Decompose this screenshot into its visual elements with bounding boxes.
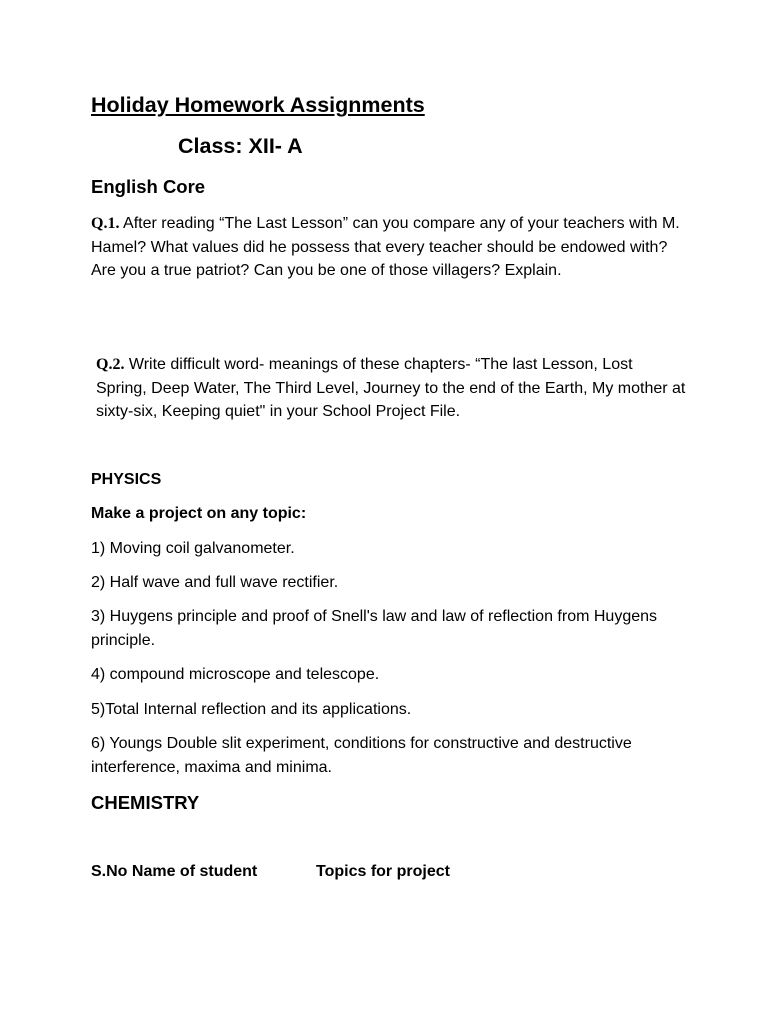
english-question-2	[96, 353, 686, 424]
english-heading: English Core	[91, 176, 206, 197]
chemistry-heading: CHEMISTRY	[91, 792, 200, 813]
physics-topic-item: 2) Half wave and full wave rectifier.	[91, 574, 339, 591]
physics-subheading: Make a project on any topic:	[91, 505, 307, 522]
column-header-student: S.No Name of student	[91, 863, 258, 880]
question-1-number: Q.1.	[91, 215, 120, 232]
physics-topic-item: 5)Total Internal reflection and its applications.	[91, 701, 412, 718]
physics-topic-item: 4) compound microscope and telescope.	[91, 666, 380, 683]
page-title: Holiday Homework Assignments	[91, 93, 425, 117]
chemistry-table-header	[91, 863, 450, 881]
class-label: Class: XII- A	[178, 134, 303, 158]
english-question-1	[91, 212, 681, 283]
question-2-number: Q.2.	[96, 356, 125, 373]
physics-topic-item: 6) Youngs Double slit experiment, conditions for constructive and destructive interference, maxima and minima.	[91, 735, 632, 776]
physics-topic-item: 3) Huygens principle and proof of Snell's law and law of reflection from Huygens principle.	[91, 608, 658, 649]
physics-topic-item: 1) Moving coil galvanometer.	[91, 540, 295, 557]
question-1-text: After reading “The Last Lesson” can you compare any of your teachers with M. Hamel? What values did he possess that every teacher should be endowed with? Are you a true patriot? Can you be one of those villagers? Explain.	[91, 215, 680, 280]
column-header-topics: Topics for project	[316, 863, 450, 880]
question-2-text: Write difficult word- meanings of these chapters- “The last Lesson, Lost Spring, Deep Water, The Third Level, Journey to the end of the Earth, My mother at sixty-six, Keeping quiet" in your School Project File.	[96, 356, 686, 421]
physics-heading: PHYSICS	[91, 471, 162, 488]
